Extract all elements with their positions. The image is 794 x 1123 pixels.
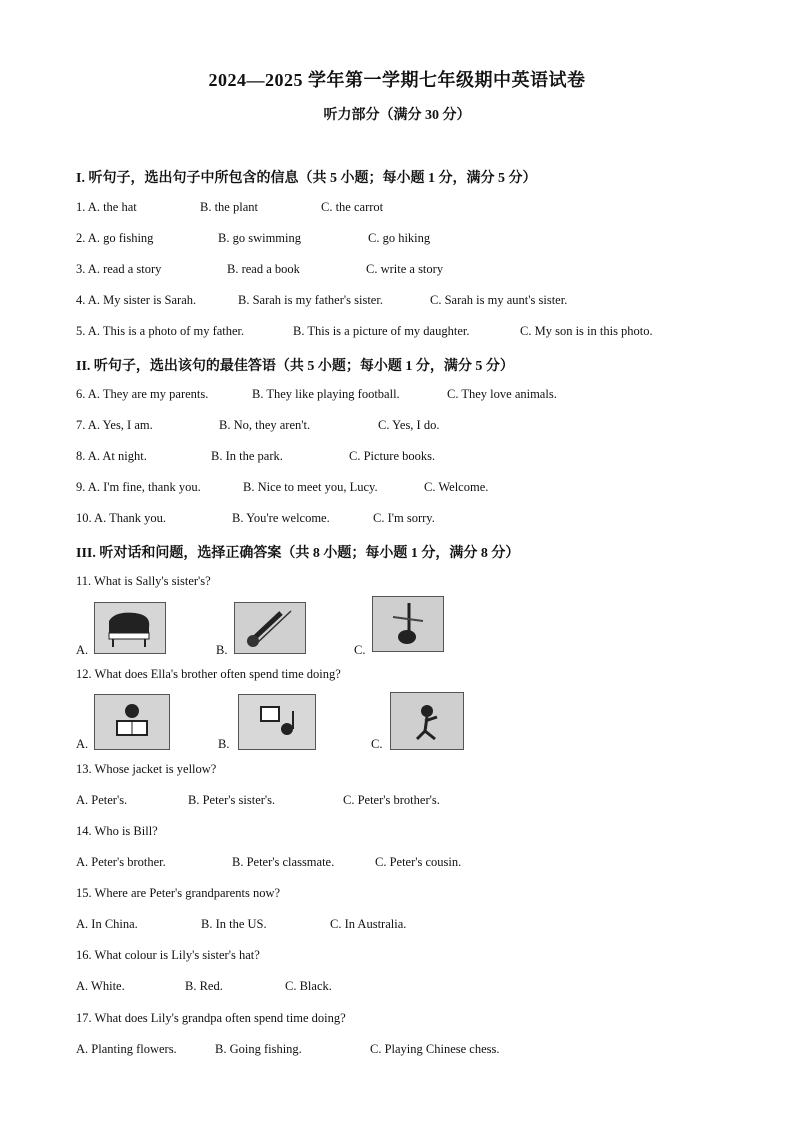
question-12-options (76, 690, 526, 752)
option-a: 9. A. I'm fine, thank you. (76, 480, 201, 494)
option-c: C. Picture books. (349, 449, 436, 463)
option-c: C. My son is in this photo. (520, 324, 653, 338)
option-a: 7. A. Yes, I am. (76, 418, 153, 432)
option-a-label: A. (76, 737, 89, 751)
option-c-label: C. (354, 643, 366, 657)
option-a: 3. A. read a story (76, 262, 162, 276)
option-a: A. White. (76, 979, 125, 993)
option-a: 5. A. This is a photo of my father. (76, 324, 245, 338)
option-a: A. Planting flowers. (76, 1042, 177, 1056)
option-b-label: B. (218, 737, 230, 751)
option-a: 6. A. They are my parents. (76, 387, 209, 401)
option-c: C. Playing Chinese chess. (370, 1042, 500, 1056)
option-b: B. They like playing football. (252, 387, 400, 401)
option-c: C. I'm sorry. (373, 511, 435, 525)
option-c: C. They love animals. (447, 387, 557, 401)
option-b: B. In the US. (201, 917, 267, 931)
question-14: 14. Who is Bill? (76, 824, 158, 838)
question-11-options (76, 596, 526, 658)
piano-picture (94, 602, 166, 654)
question-17: 17. What does Lily's grandpa often spend time doing? (76, 1011, 346, 1025)
option-b: B. You're welcome. (232, 511, 330, 525)
option-a-label: A. (76, 643, 89, 657)
section-2-heading: II. 听句子，选出该句的最佳答语（共 5 小题；每小题 1 分，满分 5 分） (76, 359, 514, 374)
question-15: 15. Where are Peter's grandparents now? (76, 886, 281, 900)
section-3-heading: III. 听对话和问题，选择正确答案（共 8 小题；每小题 1 分，满分 8 分） (76, 546, 520, 561)
option-a: 1. A. the hat (76, 200, 137, 214)
option-a: 8. A. At night. (76, 449, 147, 463)
option-c: C. Welcome. (424, 480, 489, 494)
option-c: C. the carrot (321, 200, 384, 214)
option-a: 2. A. go fishing (76, 231, 154, 245)
exam-title: 2024—2025 学年第一学期七年级期中英语试卷 (208, 70, 586, 90)
option-b: B. Nice to meet you, Lucy. (243, 480, 378, 494)
music-picture (238, 694, 316, 750)
option-b: B. Red. (185, 979, 223, 993)
violin-picture (234, 602, 306, 654)
option-b: B. Peter's sister's. (188, 793, 276, 807)
option-b: B. No, they aren't. (219, 418, 311, 432)
question-12: 12. What does Ella's brother often spend time doing? (76, 667, 341, 681)
option-b: B. In the park. (211, 449, 283, 463)
option-b: B. Going fishing. (215, 1042, 302, 1056)
option-c: C. Yes, I do. (378, 418, 440, 432)
option-a: 4. A. My sister is Sarah. (76, 293, 197, 307)
reading-picture (94, 694, 170, 750)
sports-picture (390, 692, 464, 750)
option-c: C. Black. (285, 979, 332, 993)
question-13: 13. Whose jacket is yellow? (76, 762, 217, 776)
question-11: 11. What is Sally's sister's? (76, 574, 211, 588)
question-16: 16. What colour is Lily's sister's hat? (76, 948, 260, 962)
option-a: A. In China. (76, 917, 138, 931)
option-b: B. Peter's classmate. (232, 855, 335, 869)
option-c: C. Peter's brother's. (343, 793, 440, 807)
option-b-label: B. (216, 643, 228, 657)
option-b: B. This is a picture of my daughter. (293, 324, 470, 338)
option-a: A. Peter's. (76, 793, 128, 807)
option-c: C. write a story (366, 262, 444, 276)
option-c: C. go hiking (368, 231, 431, 245)
section-1-heading: I. 听句子，选出句子中所包含的信息（共 5 小题；每小题 1 分，满分 5 分） (76, 171, 537, 186)
option-b: B. the plant (200, 200, 258, 214)
option-c: C. In Australia. (330, 917, 407, 931)
guitar-picture (372, 596, 444, 652)
option-b: B. go swimming (218, 231, 301, 245)
option-b: B. read a book (227, 262, 300, 276)
option-c: C. Sarah is my aunt's sister. (430, 293, 568, 307)
option-a: 10. A. Thank you. (76, 511, 167, 525)
option-c-label: C. (371, 737, 383, 751)
exam-subtitle: 听力部分（满分 30 分） (323, 108, 471, 123)
option-b: B. Sarah is my father's sister. (238, 293, 383, 307)
option-c: C. Peter's cousin. (375, 855, 462, 869)
option-a: A. Peter's brother. (76, 855, 166, 869)
